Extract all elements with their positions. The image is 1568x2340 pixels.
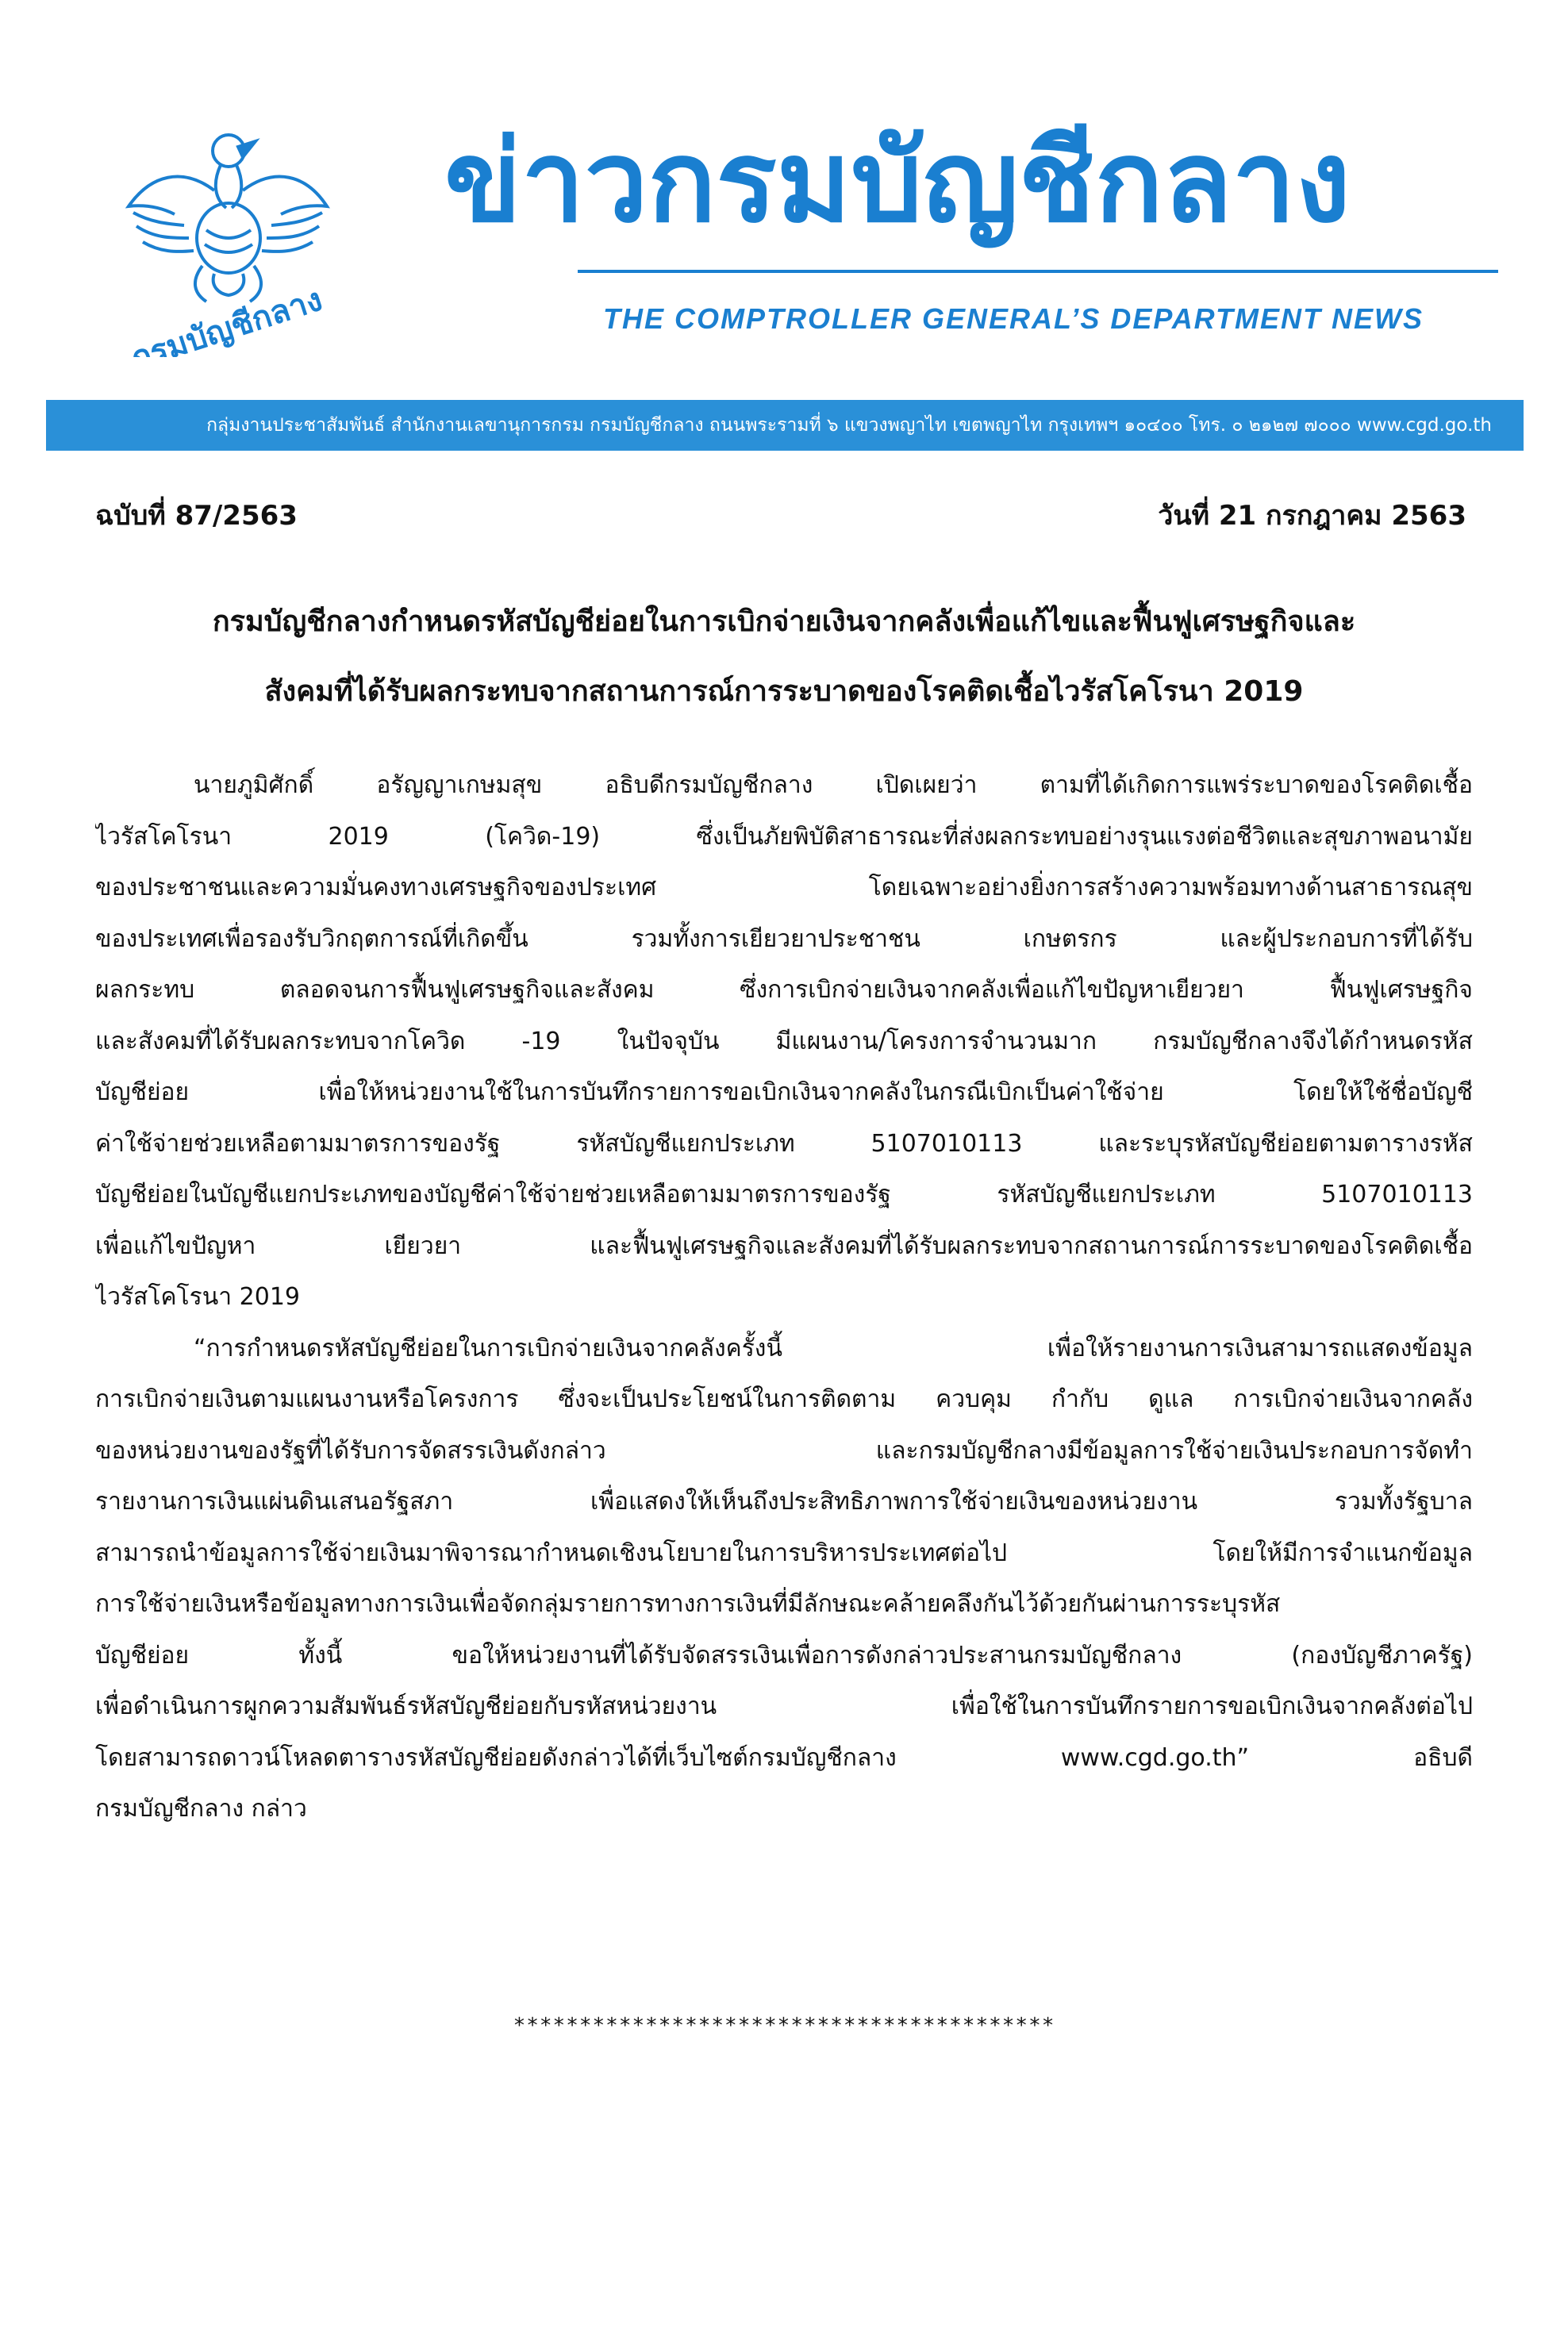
- body-line: โดยสามารถดาวน์โหลดตารางรหัสบัญชีย่อยดังกล่าวได้ที่เว็บไซต์กรมบัญชีกลาง www.cgd.go.th” อธิบดี: [95, 1743, 1473, 1772]
- headline-line-1: กรมบัญชีกลางกำหนดรหัสบัญชีย่อยในการเบิกจ่ายเงินจากคลังเพื่อแก้ไขและฟื้นฟูเศรษฐกิจและ: [212, 605, 1356, 638]
- body-line: กรมบัญชีกลาง กล่าว: [95, 1795, 307, 1823]
- body-line: บัญชีย่อย ทั้งนี้ ขอให้หน่วยงานที่ได้รับจัดสรรเงินเพื่อการดังกล่าวประสานกรมบัญชีกลาง (กองบัญชีภาครัฐ): [95, 1641, 1473, 1670]
- body-line: ของประเทศเพื่อรองรับวิกฤตการณ์ที่เกิดขึ้น รวมทั้งการเยียวยาประชาชน เกษตรกร และผู้ประกอบการที่ได้รับ: [95, 924, 1473, 953]
- logo-text: กรมบัญชีกลาง: [127, 281, 327, 357]
- body-line: บัญชีย่อยในบัญชีแยกประเภทของบัญชีค่าใช้จ่ายช่วยเหลือตามมาตรการของรัฐ รหัสบัญชีแยกประเภท 5107010113: [95, 1181, 1473, 1208]
- body-line: การเบิกจ่ายเงินตามแผนงานหรือโครงการ ซึ่งจะเป็นประโยชน์ในการติดตาม ควบคุม กำกับ ดูแล การเบิกจ่ายเงินจากคลัง: [95, 1385, 1473, 1413]
- department-logo: [119, 119, 333, 357]
- body-line: นายภูมิศักดิ์ อรัญญาเกษมสุข อธิบดีกรมบัญชีกลาง เปิดเผยว่า ตามที่ได้เกิดการแพร่ระบาดของโรคติดเชื้อ: [194, 771, 1473, 799]
- body-line: และสังคมที่ได้รับผลกระทบจากโควิด -19 ในปัจจุบัน มีแผนงาน/โครงการจำนวนมาก กรมบัญชีกลางจึงได้กำหนดรหัส: [95, 1027, 1473, 1055]
- body-line: ค่าใช้จ่ายช่วยเหลือตามมาตรการของรัฐ รหัสบัญชีแยกประเภท 5107010113 และระบุรหัสบัญชีย่อยตามตารางรหัส: [95, 1129, 1473, 1158]
- garuda-emblem-icon: [119, 119, 333, 357]
- headline: [95, 587, 1473, 727]
- body-line: รายงานการเงินแผ่นดินเสนอรัฐสภา เพื่อแสดงให้เห็นถึงประสิทธิภาพการใช้จ่ายเงินของหน่วยงาน รวมทั้งรัฐบาล: [95, 1488, 1473, 1516]
- headline-line-2: สังคมที่ได้รับผลกระทบจากสถานการณ์การระบาดของโรคติดเชื้อไวรัสโคโรนา 2019: [264, 675, 1304, 708]
- body-line: เพื่อแก้ไขปัญหา เยียวยา และฟื้นฟูเศรษฐกิจและสังคมที่ได้รับผลกระทบจากสถานการณ์การระบาดของโรคติดเชื้อ: [95, 1231, 1473, 1260]
- body-line: ของประชาชนและความมั่นคงทางเศรษฐกิจของประเทศ โดยเฉพาะอย่างยิ่งการสร้างความพร้อมทางด้านสาธารณสุข: [95, 874, 1473, 901]
- body-line: “การกำหนดรหัสบัญชีย่อยในการเบิกจ่ายเงินจากคลังครั้งนี้ เพื่อให้รายงานการเงินสามารถแสดงข้อมูล: [194, 1334, 1473, 1362]
- body-line: บัญชีย่อย เพื่อให้หน่วยงานใช้ในการบันทึกรายการขอเบิกเงินจากคลังในกรณีเบิกเป็นค่าใช้จ่าย โดยให้ใช้ชื่อบัญชี: [95, 1078, 1473, 1106]
- contact-bar: กลุ่มงานประชาสัมพันธ์ สำนักงานเลขานุการกรม กรมบัญชีกลาง ถนนพระรามที่ ๖ แขวงพญาไท เขตพญาไท กรุงเทพฯ ๑๐๔๐๐ โทร. ๐ ๒๑๒๗ ๗๐๐๐ www.cgd.go.th: [46, 400, 1524, 451]
- article-body: [95, 760, 1473, 1835]
- body-line: เพื่อดำเนินการผูกความสัมพันธ์รหัสบัญชีย่อยกับรหัสหน่วยงาน เพื่อใช้ในการบันทึกรายการขอเบิกเงินจากคลังต่อไป: [95, 1693, 1473, 1720]
- masthead-subtitle: THE COMPTROLLER GENERAL’S DEPARTMENT NEWS: [603, 302, 1424, 335]
- masthead-title: ข่าวกรมบัญชีกลาง: [444, 117, 1351, 248]
- body-line: สามารถนำข้อมูลการใช้จ่ายเงินมาพิจารณากำหนดเชิงนโยบายในการบริหารประเทศต่อไป โดยให้มีการจำแนกข้อมูล: [95, 1539, 1473, 1567]
- body-line: การใช้จ่ายเงินหรือข้อมูลทางการเงินเพื่อจัดกลุ่มรายการทางการเงินที่มีลักษณะคล้ายคลึงกันไว้ด้วยกันผ่านการระบุรหัส: [95, 1590, 1281, 1618]
- issue-date: วันที่ 21 กรกฎาคม 2563: [1158, 500, 1466, 532]
- issue-number: ฉบับที่ 87/2563: [95, 500, 298, 532]
- closing-separator: *****************************************: [513, 2014, 1055, 2038]
- body-line: ไวรัสโคโรนา 2019 (โควิด-19) ซึ่งเป็นภัยพิบัติสาธารณะที่ส่งผลกระทบอย่างรุนแรงต่อชีวิตและสุขภาพอนามัย: [95, 822, 1473, 851]
- body-line: ไวรัสโคโรนา 2019: [95, 1283, 301, 1311]
- body-line: ของหน่วยงานของรัฐที่ได้รับการจัดสรรเงินดังกล่าว และกรมบัญชีกลางมีข้อมูลการใช้จ่ายเงินประกอบการจัดทำ: [95, 1436, 1473, 1465]
- masthead-divider: [578, 270, 1498, 273]
- body-line: ผลกระทบ ตลอดจนการฟื้นฟูเศรษฐกิจและสังคม ซึ่งการเบิกจ่ายเงินจากคลังเพื่อแก้ไขปัญหาเยียวยา ฟื้นฟูเศรษฐกิจ: [95, 976, 1473, 1004]
